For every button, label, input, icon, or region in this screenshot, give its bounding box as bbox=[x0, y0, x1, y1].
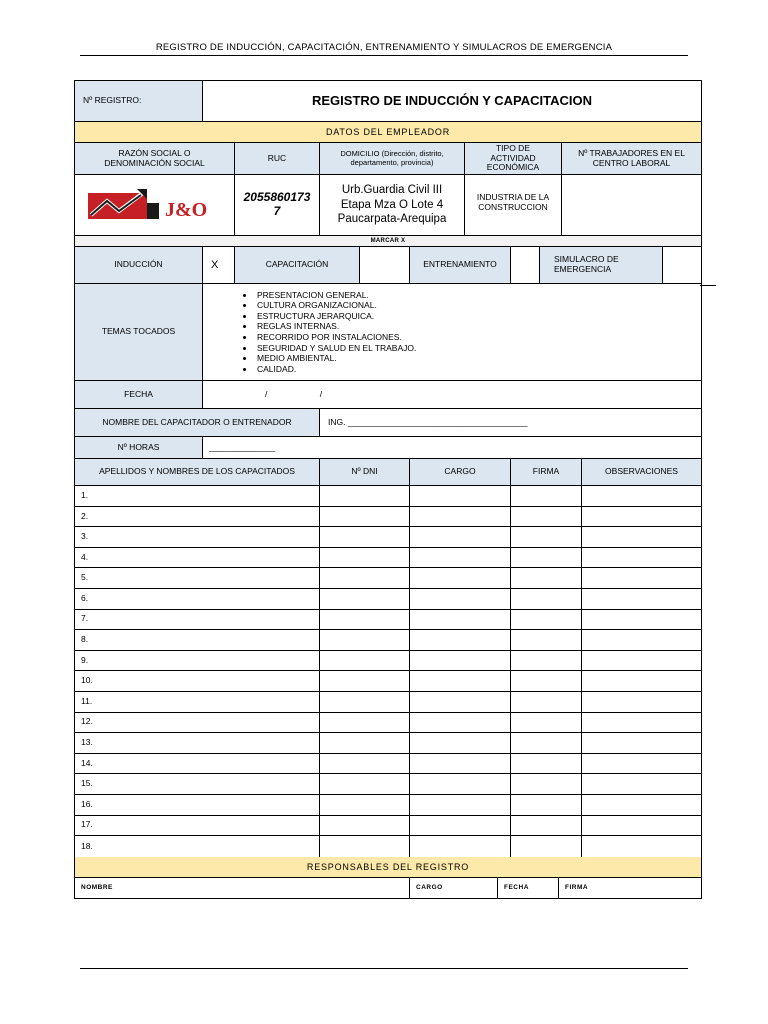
attendee-dni-header: Nº DNI bbox=[320, 459, 410, 485]
attendee-firma-cell[interactable] bbox=[511, 548, 582, 568]
employer-band bbox=[75, 122, 701, 143]
fecha-row bbox=[75, 381, 701, 409]
attendee-firma-cell[interactable] bbox=[511, 630, 582, 650]
responsable-firma[interactable]: FIRMA bbox=[565, 883, 589, 891]
attendee-dni-cell[interactable] bbox=[320, 507, 410, 527]
form-title: REGISTRO DE INDUCCIÓN Y CAPACITACION bbox=[311, 92, 592, 108]
topic-item: • CULTURA ORGANIZACIONAL. bbox=[255, 300, 416, 311]
attendee-observaciones-cell[interactable] bbox=[582, 568, 701, 588]
attendee-dni-cell[interactable] bbox=[320, 754, 410, 774]
attendee-row bbox=[75, 671, 701, 692]
attendee-firma-cell[interactable] bbox=[511, 774, 582, 794]
attendee-dni-cell[interactable] bbox=[320, 610, 410, 630]
ruc-line-2: 7 bbox=[273, 204, 281, 218]
simulacro-mark[interactable] bbox=[663, 247, 701, 283]
attendee-row bbox=[75, 630, 701, 651]
trabajadores-header: Nº TRABAJADORES EN EL CENTRO LABORAL bbox=[578, 147, 685, 168]
attendee-cargo-cell[interactable] bbox=[410, 527, 511, 547]
logo-text: J&O bbox=[164, 199, 207, 221]
responsables-band-label: RESPONSABLES DEL REGISTRO bbox=[306, 861, 470, 872]
fecha-value[interactable]: / / bbox=[265, 388, 323, 399]
attendee-name-cell[interactable]: 17. bbox=[75, 816, 320, 836]
topics-cell bbox=[203, 284, 701, 380]
attendee-row bbox=[75, 692, 701, 713]
entrenamiento-mark[interactable] bbox=[511, 247, 540, 283]
attendee-cargo-cell[interactable] bbox=[410, 774, 511, 794]
activity-value: INDUSTRIA DE LA CONSTRUCCION bbox=[465, 175, 562, 235]
attendee-dni-cell[interactable] bbox=[320, 548, 410, 568]
attendee-cargo-header: CARGO bbox=[410, 459, 511, 485]
attendee-firma-cell[interactable] bbox=[511, 816, 582, 836]
attendee-dni-cell[interactable] bbox=[320, 630, 410, 650]
attendee-name-cell[interactable]: 6. bbox=[75, 589, 320, 609]
attendee-firma-cell[interactable] bbox=[511, 671, 582, 691]
attendee-dni-cell[interactable] bbox=[320, 651, 410, 671]
attendee-name-cell[interactable]: 7. bbox=[75, 610, 320, 630]
attendee-cargo-cell[interactable] bbox=[410, 795, 511, 815]
attendee-firma-cell[interactable] bbox=[511, 651, 582, 671]
simulacro-label: SIMULACRO DE EMERGENCIA bbox=[540, 247, 663, 283]
attendee-cargo-cell[interactable] bbox=[410, 610, 511, 630]
attendee-observaciones-cell[interactable] bbox=[582, 548, 701, 568]
attendee-firma-cell[interactable] bbox=[511, 527, 582, 547]
attendee-dni-cell[interactable] bbox=[320, 816, 410, 836]
attendee-firma-cell[interactable] bbox=[511, 692, 582, 712]
registro-label: Nº REGISTRO: bbox=[75, 81, 203, 121]
attendee-dni-cell[interactable] bbox=[320, 527, 410, 547]
attendee-observaciones-cell[interactable] bbox=[582, 836, 701, 857]
attendee-cargo-cell[interactable] bbox=[410, 548, 511, 568]
attendee-firma-cell[interactable] bbox=[511, 568, 582, 588]
employer-band-label: DATOS DEL EMPLEADOR bbox=[325, 126, 451, 137]
title-row bbox=[75, 81, 701, 122]
domicilio-header: DOMICILIO (Dirección, distrito, departamento, provincia) bbox=[320, 143, 465, 174]
attendee-observaciones-cell[interactable] bbox=[582, 816, 701, 836]
attendee-firma-cell[interactable] bbox=[511, 486, 582, 506]
topics-label: TEMAS TOCADOS bbox=[75, 284, 203, 380]
attendee-cargo-cell[interactable] bbox=[410, 692, 511, 712]
footer-rule bbox=[80, 968, 688, 969]
attendee-dni-cell[interactable] bbox=[320, 589, 410, 609]
trainer-row bbox=[75, 409, 701, 437]
topic-item: • RECORRIDO POR INSTALACIONES. bbox=[255, 332, 416, 343]
attendee-firma-cell[interactable] bbox=[511, 589, 582, 609]
attendee-cargo-cell[interactable] bbox=[410, 754, 511, 774]
hours-label: Nº HORAS bbox=[75, 437, 203, 458]
attendee-observaciones-cell[interactable] bbox=[582, 630, 701, 650]
attendee-observaciones-cell[interactable] bbox=[582, 671, 701, 691]
topics-list bbox=[231, 290, 416, 375]
attendee-row bbox=[75, 486, 701, 507]
attendee-cargo-cell[interactable] bbox=[410, 651, 511, 671]
attendee-name-cell[interactable]: 1. bbox=[75, 486, 320, 506]
attendee-header-row bbox=[75, 459, 701, 486]
attendee-observaciones-cell[interactable] bbox=[582, 692, 701, 712]
registration-form bbox=[74, 80, 702, 899]
attendee-cargo-cell[interactable] bbox=[410, 713, 511, 733]
responsables-row bbox=[75, 878, 701, 898]
attendee-observaciones-cell[interactable] bbox=[582, 733, 701, 753]
capacitacion-label: CAPACITACIÓN bbox=[235, 247, 360, 283]
fecha-label: FECHA bbox=[75, 381, 203, 408]
attendee-row bbox=[75, 548, 701, 569]
attendee-observaciones-cell[interactable] bbox=[582, 651, 701, 671]
attendee-cargo-cell[interactable] bbox=[410, 630, 511, 650]
attendee-cargo-cell[interactable] bbox=[410, 733, 511, 753]
entrenamiento-label: ENTRENAMIENTO bbox=[410, 247, 511, 283]
employer-data-row bbox=[75, 175, 701, 236]
attendee-cargo-cell[interactable] bbox=[410, 816, 511, 836]
attendee-observaciones-cell[interactable] bbox=[582, 774, 701, 794]
attendee-rows bbox=[75, 486, 701, 857]
ruc-header: RUC bbox=[235, 143, 320, 174]
responsable-cargo[interactable]: CARGO bbox=[410, 878, 498, 898]
attendee-row bbox=[75, 816, 701, 837]
attendee-row bbox=[75, 651, 701, 672]
address-line-3: Paucarpata-Arequipa bbox=[337, 213, 447, 226]
attendee-name-cell[interactable]: 2. bbox=[75, 507, 320, 527]
attendee-cargo-cell[interactable] bbox=[410, 486, 511, 506]
attendee-row bbox=[75, 836, 701, 857]
attendee-dni-cell[interactable] bbox=[320, 692, 410, 712]
address-line-2: Etapa Mza O Lote 4 bbox=[340, 198, 444, 211]
attendee-dni-cell[interactable] bbox=[320, 671, 410, 691]
attendee-firma-cell[interactable] bbox=[511, 795, 582, 815]
attendee-name-cell[interactable]: 15. bbox=[75, 774, 320, 794]
topics-row bbox=[75, 284, 701, 381]
attendee-dni-cell[interactable] bbox=[320, 795, 410, 815]
attendee-cargo-cell[interactable] bbox=[410, 589, 511, 609]
trainer-label: NOMBRE DEL CAPACITADOR O ENTRENADOR bbox=[75, 409, 320, 436]
attendee-observaciones-cell[interactable] bbox=[582, 610, 701, 630]
company-logo bbox=[85, 187, 225, 223]
employer-header-row bbox=[75, 143, 701, 175]
attendee-cargo-cell[interactable] bbox=[410, 836, 511, 857]
attendee-name-header: APELLIDOS Y NOMBRES DE LOS CAPACITADOS bbox=[75, 459, 320, 485]
attendee-firma-cell[interactable] bbox=[511, 610, 582, 630]
attendee-row bbox=[75, 589, 701, 610]
responsables-band bbox=[75, 857, 701, 878]
form-edge-mark bbox=[700, 285, 716, 286]
responsable-nombre[interactable]: NOMBRE bbox=[75, 878, 410, 898]
header-rule bbox=[80, 55, 688, 56]
attendee-firma-header: FIRMA bbox=[511, 459, 582, 485]
attendee-name-cell[interactable]: 4. bbox=[75, 548, 320, 568]
induccion-label: INDUCCIÓN bbox=[75, 247, 203, 283]
attendee-observaciones-header: OBSERVACIONES bbox=[605, 466, 678, 477]
attendee-name-cell[interactable]: 11. bbox=[75, 692, 320, 712]
attendee-row bbox=[75, 774, 701, 795]
topic-item: • REGLAS INTERNAS. bbox=[255, 321, 416, 332]
attendee-firma-cell[interactable] bbox=[511, 733, 582, 753]
page-header: REGISTRO DE INDUCCIÓN, CAPACITACIÓN, ENTRENAMIENTO Y SIMULACROS DE EMERGENCIA bbox=[155, 42, 613, 53]
attendee-cargo-cell[interactable] bbox=[410, 507, 511, 527]
attendee-name-cell[interactable]: 16. bbox=[75, 795, 320, 815]
attendee-name-cell[interactable]: 8. bbox=[75, 630, 320, 650]
attendee-row bbox=[75, 507, 701, 528]
attendee-row bbox=[75, 733, 701, 754]
induccion-mark[interactable]: X bbox=[203, 247, 235, 283]
attendee-name-cell[interactable]: 18. bbox=[75, 836, 320, 857]
address-line-1: Urb.Guardia Civil III bbox=[341, 184, 443, 197]
ruc-line-1: 2055860173 bbox=[243, 190, 311, 205]
attendee-dni-cell[interactable] bbox=[320, 486, 410, 506]
attendee-observaciones-cell[interactable] bbox=[582, 754, 701, 774]
responsable-fecha[interactable]: FECHA bbox=[498, 878, 559, 898]
attendee-dni-cell[interactable] bbox=[320, 713, 410, 733]
attendee-dni-cell[interactable] bbox=[320, 774, 410, 794]
attendee-dni-cell[interactable] bbox=[320, 733, 410, 753]
topic-item: • MEDIO AMBIENTAL. bbox=[255, 353, 416, 364]
topic-item: • CALIDAD. bbox=[255, 364, 416, 375]
attendee-name-cell[interactable]: 13. bbox=[75, 733, 320, 753]
attendee-observaciones-cell[interactable] bbox=[582, 507, 701, 527]
hours-value[interactable]: ______________ bbox=[209, 441, 276, 452]
attendee-row bbox=[75, 795, 701, 816]
attendee-row bbox=[75, 568, 701, 589]
attendee-observaciones-cell[interactable] bbox=[582, 486, 701, 506]
attendee-firma-cell[interactable] bbox=[511, 713, 582, 733]
attendee-name-cell[interactable]: 3. bbox=[75, 527, 320, 547]
attendee-row bbox=[75, 713, 701, 734]
attendee-row bbox=[75, 610, 701, 631]
attendee-observaciones-cell[interactable] bbox=[582, 713, 701, 733]
types-row bbox=[75, 247, 701, 284]
attendee-name-cell[interactable]: 14. bbox=[75, 754, 320, 774]
capacitacion-mark[interactable] bbox=[360, 247, 410, 283]
topic-item: • SEGURIDAD Y SALUD EN EL TRABAJO. bbox=[255, 343, 416, 354]
attendee-firma-cell[interactable] bbox=[511, 507, 582, 527]
address-value bbox=[320, 175, 465, 235]
topic-item: • ESTRUCTURA JERARQUICA. bbox=[255, 311, 416, 322]
ruc-value bbox=[235, 175, 320, 235]
mark-band bbox=[75, 236, 701, 247]
attendee-observaciones-cell[interactable] bbox=[582, 527, 701, 547]
trainer-value[interactable]: ING. ______________________________________ bbox=[328, 416, 528, 427]
attendee-row bbox=[75, 527, 701, 548]
workers-value[interactable] bbox=[562, 175, 701, 235]
company-logo-cell bbox=[75, 175, 235, 235]
attendee-cargo-cell[interactable] bbox=[410, 568, 511, 588]
attendee-observaciones-cell[interactable] bbox=[582, 589, 701, 609]
topic-item: • PRESENTACION GENERAL. bbox=[255, 290, 416, 301]
attendee-observaciones-cell[interactable] bbox=[582, 795, 701, 815]
attendee-row bbox=[75, 754, 701, 775]
mark-band-label: MARCAR X bbox=[370, 237, 406, 244]
attendee-firma-cell[interactable] bbox=[511, 754, 582, 774]
attendee-firma-cell[interactable] bbox=[511, 836, 582, 857]
attendee-name-cell[interactable]: 12. bbox=[75, 713, 320, 733]
attendee-name-cell[interactable]: 9. bbox=[75, 651, 320, 671]
attendee-dni-cell[interactable] bbox=[320, 836, 410, 857]
hours-row bbox=[75, 437, 701, 459]
actividad-header: TIPO DE ACTIVIDAD ECONÓMICA bbox=[465, 143, 562, 174]
attendee-name-cell[interactable]: 5. bbox=[75, 568, 320, 588]
attendee-cargo-cell[interactable] bbox=[410, 671, 511, 691]
attendee-name-cell[interactable]: 10. bbox=[75, 671, 320, 691]
attendee-dni-cell[interactable] bbox=[320, 568, 410, 588]
razon-social-header: RAZÓN SOCIAL O DENOMINACIÓN SOCIAL bbox=[75, 143, 235, 174]
